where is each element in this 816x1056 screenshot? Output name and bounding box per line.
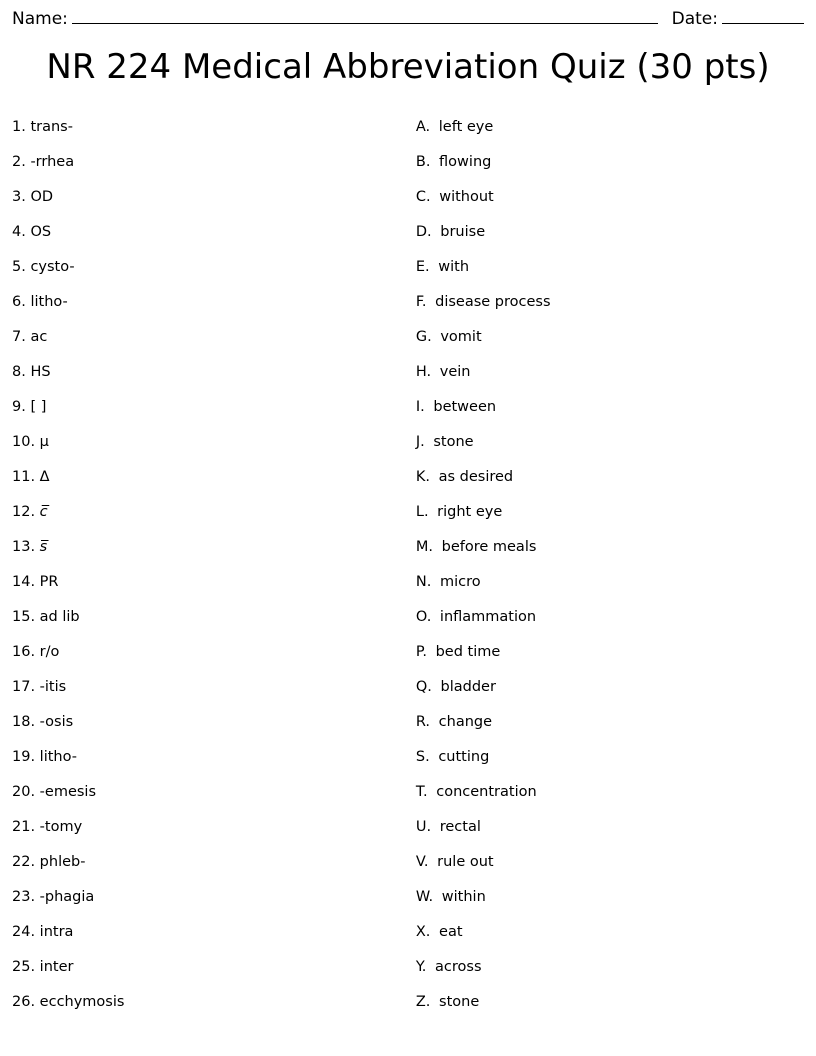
- question-text: s̅: [39, 539, 48, 555]
- question-number: 18.: [12, 714, 36, 730]
- question-text: litho-: [39, 749, 77, 765]
- answer-item: [416, 915, 804, 950]
- answer-text: cutting: [438, 749, 490, 765]
- question-number: 11.: [12, 469, 36, 485]
- question-text: intra: [39, 924, 74, 940]
- question-text: ac: [30, 329, 48, 345]
- question-number: 25.: [12, 959, 36, 975]
- question-item: [12, 425, 412, 460]
- question-number: 26.: [12, 994, 36, 1010]
- answer-item: [416, 880, 804, 915]
- answer-letter: Y.: [415, 959, 427, 975]
- answer-letter: A.: [415, 119, 431, 135]
- answer-text: right eye: [437, 504, 503, 520]
- answer-letter: U.: [415, 819, 432, 835]
- question-item: [12, 180, 412, 215]
- date-label: Date:: [671, 9, 718, 29]
- question-item: [12, 950, 412, 985]
- question-text: OD: [30, 189, 54, 205]
- answer-text: across: [435, 959, 482, 975]
- answer-text: bed time: [435, 644, 501, 660]
- answer-text: stone: [433, 434, 474, 450]
- answer-letter: H.: [415, 364, 432, 380]
- answer-item: [416, 950, 804, 985]
- student-info-row: [12, 6, 804, 30]
- question-number: 17.: [12, 679, 36, 695]
- answer-letter: K.: [415, 469, 430, 485]
- answer-text: stone: [439, 994, 480, 1010]
- answer-text: concentration: [436, 784, 537, 800]
- answer-letter: M.: [415, 539, 433, 555]
- question-item: [12, 880, 412, 915]
- answer-text: inflammation: [439, 609, 537, 625]
- question-text: phleb-: [39, 854, 86, 870]
- question-item: [12, 460, 412, 495]
- answer-text: within: [441, 889, 486, 905]
- question-number: 23.: [12, 889, 36, 905]
- question-text: -itis: [39, 679, 67, 695]
- question-number: 20.: [12, 784, 36, 800]
- answer-text: vomit: [440, 329, 482, 345]
- question-text: ecchymosis: [39, 994, 125, 1010]
- answer-item: [416, 530, 804, 565]
- answer-letter: J.: [415, 434, 425, 450]
- question-text: PR: [39, 574, 59, 590]
- question-item: [12, 670, 412, 705]
- question-number: 22.: [12, 854, 36, 870]
- question-item: [12, 250, 412, 285]
- question-item: [12, 845, 412, 880]
- question-number: 9.: [12, 399, 26, 415]
- answer-letter: L.: [415, 504, 429, 520]
- answer-letter: F.: [415, 294, 427, 310]
- question-item: [12, 565, 412, 600]
- answer-letter: D.: [415, 224, 432, 240]
- answer-item: [416, 180, 804, 215]
- answer-letter: C.: [415, 189, 431, 205]
- question-text: -rrhea: [30, 154, 75, 170]
- question-number: 5.: [12, 259, 26, 275]
- question-item: [12, 740, 412, 775]
- question-item: [12, 215, 412, 250]
- answer-item: [416, 740, 804, 775]
- answer-letter: P.: [415, 644, 427, 660]
- question-text: OS: [30, 224, 52, 240]
- answer-letter: B.: [415, 154, 431, 170]
- answer-item: [416, 110, 804, 145]
- answer-item: [416, 460, 804, 495]
- question-number: 3.: [12, 189, 26, 205]
- question-number: 8.: [12, 364, 26, 380]
- answer-text: without: [439, 189, 494, 205]
- question-number: 15.: [12, 609, 36, 625]
- answer-item: [416, 285, 804, 320]
- answer-text: with: [438, 259, 470, 275]
- quiz-columns: [12, 110, 804, 1020]
- answer-item: [416, 600, 804, 635]
- question-number: 24.: [12, 924, 36, 940]
- question-text: -phagia: [39, 889, 95, 905]
- answer-letter: Q.: [415, 679, 432, 695]
- answer-text: bladder: [440, 679, 496, 695]
- answer-item: [416, 810, 804, 845]
- question-text: inter: [39, 959, 74, 975]
- question-number: 12.: [12, 504, 36, 520]
- answer-item: [416, 215, 804, 250]
- answer-item: [416, 635, 804, 670]
- answer-letter: R.: [415, 714, 431, 730]
- question-item: [12, 495, 412, 530]
- answer-text: rectal: [439, 819, 481, 835]
- question-number: 21.: [12, 819, 36, 835]
- question-number: 2.: [12, 154, 26, 170]
- answer-letter: N.: [415, 574, 432, 590]
- answer-text: before meals: [441, 539, 537, 555]
- answer-letter: Z.: [415, 994, 431, 1010]
- answer-letter: G.: [415, 329, 432, 345]
- question-item: [12, 600, 412, 635]
- answer-letter: E.: [415, 259, 430, 275]
- answer-item: [416, 845, 804, 880]
- date-blank-line[interactable]: [722, 9, 804, 24]
- answer-text: vein: [439, 364, 471, 380]
- answer-item: [416, 775, 804, 810]
- question-text: -tomy: [39, 819, 83, 835]
- question-number: 13.: [12, 539, 36, 555]
- question-text: HS: [30, 364, 51, 380]
- answer-item: [416, 565, 804, 600]
- question-number: 1.: [12, 119, 26, 135]
- question-number: 4.: [12, 224, 26, 240]
- question-item: [12, 775, 412, 810]
- question-item: [12, 390, 412, 425]
- question-item: [12, 285, 412, 320]
- answer-item: [416, 670, 804, 705]
- answer-letter: X.: [415, 924, 431, 940]
- question-text: trans-: [30, 119, 73, 135]
- answers-column: [412, 110, 804, 1020]
- question-item: [12, 705, 412, 740]
- answer-text: between: [433, 399, 497, 415]
- question-item: [12, 915, 412, 950]
- answer-item: [416, 355, 804, 390]
- question-item: [12, 355, 412, 390]
- question-number: 16.: [12, 644, 36, 660]
- question-number: 7.: [12, 329, 26, 345]
- answer-item: [416, 705, 804, 740]
- answer-text: change: [438, 714, 493, 730]
- answer-text: rule out: [437, 854, 494, 870]
- answer-text: disease process: [435, 294, 551, 310]
- answer-text: eat: [439, 924, 463, 940]
- question-text: Δ: [39, 469, 50, 485]
- question-text: ad lib: [39, 609, 80, 625]
- question-number: 6.: [12, 294, 26, 310]
- question-text: µ: [39, 434, 49, 450]
- answer-text: flowing: [439, 154, 492, 170]
- question-text: r/o: [39, 644, 60, 660]
- question-text: -emesis: [39, 784, 97, 800]
- answer-item: [416, 495, 804, 530]
- question-number: 10.: [12, 434, 36, 450]
- question-number: 19.: [12, 749, 36, 765]
- question-item: [12, 110, 412, 145]
- answer-item: [416, 390, 804, 425]
- answer-item: [416, 145, 804, 180]
- question-text: c̅: [39, 504, 48, 520]
- page-title: NR 224 Medical Abbreviation Quiz (30 pts): [46, 47, 770, 87]
- answer-letter: S.: [415, 749, 430, 765]
- answer-letter: T.: [415, 784, 428, 800]
- question-item: [12, 320, 412, 355]
- question-item: [12, 635, 412, 670]
- questions-column: [12, 110, 412, 1020]
- answer-text: as desired: [438, 469, 514, 485]
- answer-letter: W.: [415, 889, 434, 905]
- answer-item: [416, 320, 804, 355]
- answer-letter: V.: [415, 854, 429, 870]
- answer-item: [416, 425, 804, 460]
- answer-text: bruise: [440, 224, 486, 240]
- question-item: [12, 530, 412, 565]
- answer-letter: O.: [415, 609, 432, 625]
- question-item: [12, 810, 412, 845]
- question-text: cysto-: [30, 259, 75, 275]
- name-blank-line[interactable]: [72, 9, 658, 24]
- question-item: [12, 985, 412, 1020]
- question-text: litho-: [30, 294, 68, 310]
- question-text: -osis: [39, 714, 74, 730]
- answer-letter: I.: [415, 399, 425, 415]
- answer-text: micro: [439, 574, 481, 590]
- question-text: [ ]: [30, 399, 47, 415]
- question-item: [12, 145, 412, 180]
- answer-item: [416, 985, 804, 1020]
- answer-item: [416, 250, 804, 285]
- answer-text: left eye: [438, 119, 494, 135]
- question-number: 14.: [12, 574, 36, 590]
- name-label: Name:: [12, 9, 68, 29]
